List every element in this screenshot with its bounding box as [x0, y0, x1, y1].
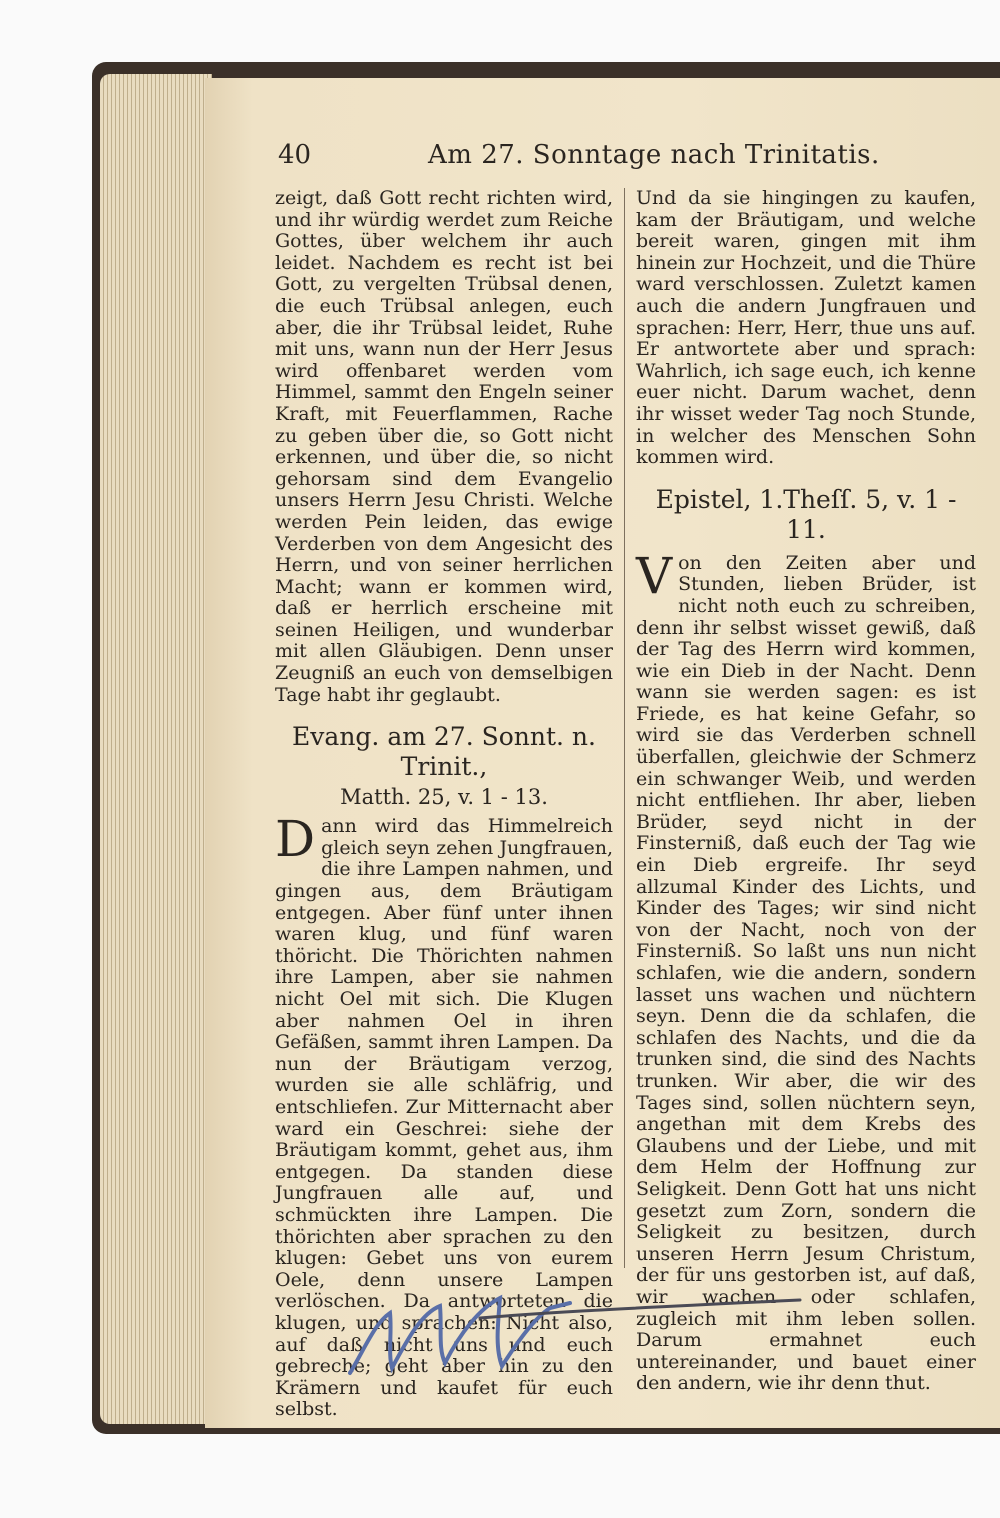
page-edges — [100, 74, 212, 1424]
page-number: 40 — [278, 140, 312, 170]
gospel-title: Evang. am 27. Sonnt. n. Trinit., — [292, 722, 596, 782]
page-header — [278, 140, 978, 180]
gospel-reference: Matth. 25, v. 1 - 13. — [340, 785, 548, 810]
gospel-text: ann wird das Himmelreich gleich seyn zehen Jungfrauen, die ihre Lampen nahmen, und gingen aus, dem Bräutigam entgegen. Aber fünf unter ihnen waren klug, und fünf waren thöricht. Die Thörichten nahmen ihre Lampen, aber sie nahmen nicht Oel mit sich. Die Klugen aber nahmen Oel in ihren Gefäßen, sammt ihren Lampen. Da nun der Bräutigam verzog, wurden sie alle schläfrig, und entschliefen. Zur Mitternacht aber ward ein Geschrei: siehe der Bräutigam kommt, gehet aus, ihm entgegen. Da standen diese Jungfrauen alle auf, und schmückten ihre Lampen. Die thörichten aber sprachen zu den klugen: Gebet uns von eurem Oele, denn unsere Lampen verlöschen. Da antworteten die klugen, und sprachen: Nicht also, auf daß nicht uns und euch gebreche; geht aber hin zu den Krämern und kaufet für euch selbst. — [275, 815, 613, 1421]
handwritten-annotation — [330, 1278, 810, 1388]
epistle-title: Epistel, 1.Theſſ. 5, v. 1 - 11. — [655, 484, 957, 544]
epistle-dropcap: V — [636, 546, 673, 605]
epistle-paragraph — [636, 546, 976, 1395]
gospel-dropcap: D — [275, 810, 316, 869]
column-divider — [624, 188, 625, 1268]
running-title: Am 27. Sonntage nach Trinitatis. — [428, 140, 880, 170]
right-column — [636, 188, 976, 1395]
gospel-continuation-text: Und da sie hingingen zu kaufen, kam der Bräutigam, und welche bereit waren, gingen mit ihm hinein zur Hochzeit, und die Thüre ward verschlossen. Zuletzt kamen auch die andern Jungfrauen und sprachen: Herr, Herr, thue uns auf. Er antwortete aber und sprach: Wahrlich, ich sage euch, ich kenne euer nicht. Darum wachet, denn ihr wisset weder Tag noch Stunde, in welcher des Menschen Sohn kommen wird. — [636, 187, 976, 469]
epistle-conclusion-text: zeigt, daß Gott recht richten wird, und ihr würdig werdet zum Reiche Gottes, über welchem ihr auch leidet. Nachdem es recht ist bei Gott, zu vergelten Trübsal denen, die euch Trübsal anlegen, euch aber, die ihr Trübsal leidet, Ruhe mit uns, wann nun der Herr Jesus wird offenbaret werden vom Himmel, sammt den Engeln seiner Kraft, mit Feuerflammen, Rache zu geben über die, so Gott nicht erkennen, und über die, so nicht gehorsam sind dem Evangelio unsers Herrn Jesu Christi. Welche werden Pein leiden, das ewige Verderben von dem Angesicht des Herrn, und von seiner herrlichen Macht; wann er kommen wird, daß er herrlich erscheine mit seinen Heiligen, und wunderbar mit allen Gläubigen. Denn unser Zeugniß an euch von demselbigen Tage habt ihr geglaubt. — [275, 187, 613, 706]
left-column — [275, 188, 613, 1421]
epistle-text: on den Zeiten aber und Stunden, lieben Brüder, ist nicht noth euch zu schreiben, denn ihr selbst wisset gewiß, daß der Tag des Herrn wird kommen, wie ein Dieb in der Nacht. Denn wann sie werden sagen: es ist Friede, es hat keine Gefahr, so wird sie das Verderben schnell überfallen, gleichwie der Schmerz ein schwanger Weib, und werden nicht entfliehen. Ihr aber, lieben Brüder, seyd nicht in der Finsterniß, daß euch der Tag wie ein Dieb ergreife. Ihr seyd allzumal Kinder des Lichts, und Kinder des Tages; wir sind nicht von der Nacht, noch von der Finsterniß. So laßt uns nun nicht schlafen, wie die andern, sondern lasset uns wachen und nüchtern seyn. Denn die da schlafen, die schlafen des Nachts, und die da trunken sind, die sind des Nachts trunken. Wir aber, die wir des Tages sind, sollen nüchtern seyn, angethan mit dem Krebs des Glaubens und der Liebe, und mit dem Helm der Hoffnung zur Seligkeit. Denn Gott hat uns nicht gesetzt zum Zorn, sondern die Seligkeit zu besitzen, durch unseren Herrn Jesum Christum, der für uns gestorben ist, auf daß, wir wachen oder schlafen, zugleich mit ihm leben sollen. Darum ermahnet euch untereinander, und bauet einer den andern, wie ihr denn thut. — [636, 551, 976, 1395]
